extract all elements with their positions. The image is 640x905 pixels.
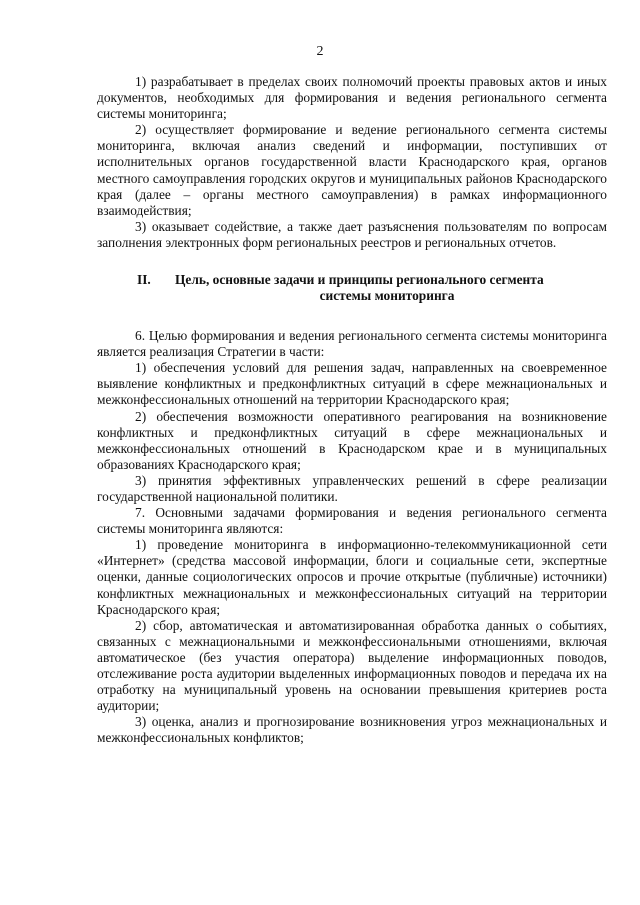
- paragraph: 1) проведение мониторинга в информационно-телекоммуникационной сети «Интернет» (средства массовой информации, блоги и социальные сети, экспертные оценки, данные социологических опросов и прочие открытые (публичные) источники) конфликтных межнациональных и межконфессиональных ситуаций на территории Краснодарского края;: [97, 537, 607, 617]
- page-number: 2: [316, 44, 324, 59]
- paragraph: 1) разрабатывает в пределах своих полномочий проекты правовых актов и иных документов, необходимых для формирования и ведения регионального сегмента системы мониторинга;: [97, 74, 607, 122]
- paragraph: 2) сбор, автоматическая и автоматизированная обработка данных о событиях, связанных с межнациональными и межконфессиональными отношениями, включая автоматическое (без участия оператора) выделение информационных поводов, отслеживание роста аудитории выделенных информационных поводов и передача их на отработку на муниципальный уровень на основании превышения критериев роста аудитории;: [97, 617, 607, 714]
- paragraph: 6. Целью формирования и ведения регионального сегмента системы мониторинга является реализация Стратегии в части:: [97, 328, 607, 360]
- document-body: [97, 74, 607, 746]
- paragraph: 3) оценка, анализ и прогнозирование возникновения угроз межнациональных и межконфессиональных конфликтов;: [97, 714, 607, 746]
- paragraph: 1) обеспечения условий для решения задач, направленных на своевременное выявление конфликтных и предконфликтных ситуаций в сфере межнациональных и межконфессиональных отношений на территории Краснодарского края;: [97, 360, 607, 408]
- section-title-line-2: системы мониторинга: [319, 288, 455, 304]
- section-heading: [97, 272, 607, 304]
- paragraph: 2) осуществляет формирование и ведение регионального сегмента системы мониторинга, включая анализ сведений и информации, поступивших от исполнительных органов государственной власти Краснодарского края, органов местного самоуправления городских округов и муниципальных районов Краснодарского края (далее – органы местного самоуправления) в рамках информационного взаимодействия;: [97, 122, 607, 218]
- paragraph: 3) принятия эффективных управленческих решений в сфере реализации государственной национальной политики.: [97, 472, 607, 504]
- paragraph: 2) обеспечения возможности оперативного реагирования на возникновение конфликтных и предконфликтных ситуаций в сфере межнациональных и межконфессиональных отношений в Краснодарском крае и в муниципальных образованиях Краснодарского края;: [97, 408, 607, 472]
- paragraph: 3) оказывает содействие, а также дает разъяснения пользователям по вопросам заполнения электронных форм региональных реестров и региональных отчетов.: [97, 218, 607, 250]
- section-title-line-1: Цель, основные задачи и принципы регионального сегмента: [175, 272, 544, 288]
- paragraph: 7. Основными задачами формирования и ведения регионального сегмента системы мониторинга являются:: [97, 505, 607, 537]
- section-number: II.: [137, 272, 151, 288]
